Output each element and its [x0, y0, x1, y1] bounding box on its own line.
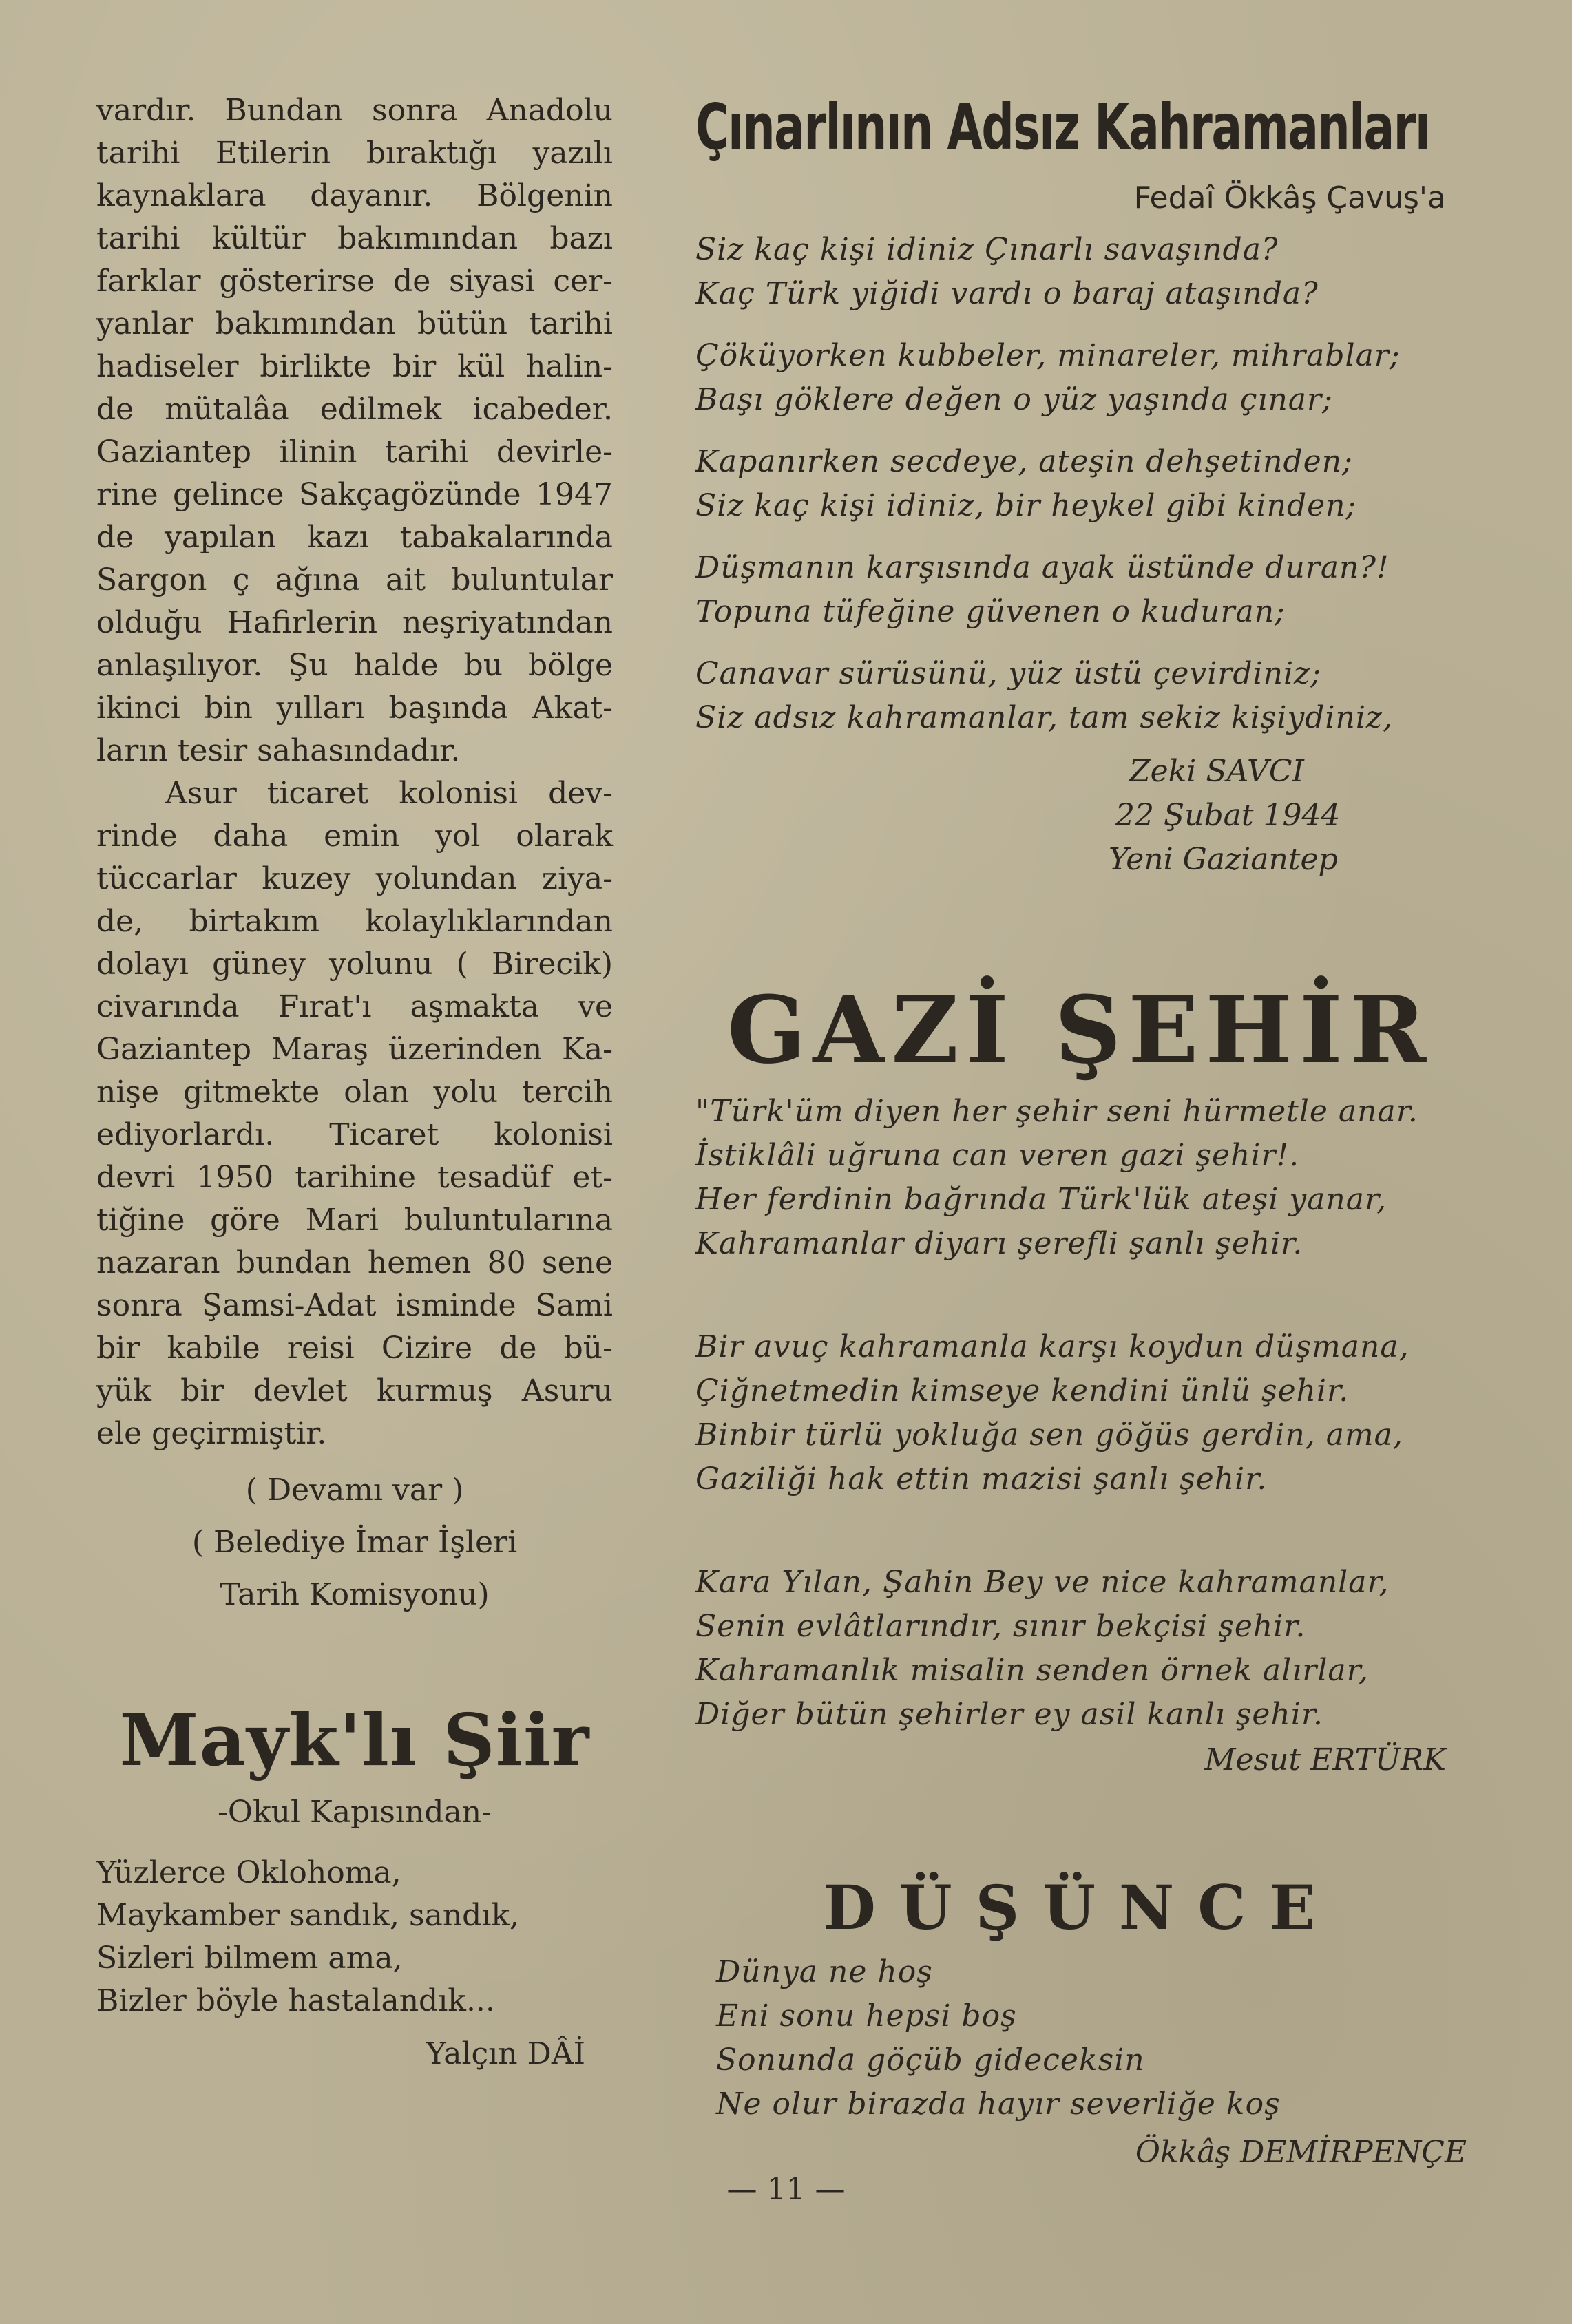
text-line: ele geçirmiştir.: [96, 1416, 327, 1451]
poem-stanza: [695, 334, 1467, 422]
poem-line: Eni sonu hepsi boş: [716, 1998, 1017, 2034]
mayk-poem-section: [96, 1698, 613, 2071]
cinar-author: Zeki SAVCI: [1129, 754, 1304, 789]
poem-line: Canavar sürüsünü, yüz üstü çevirdiniz;: [695, 656, 1322, 691]
text-line: rinde daha emin yol olarak: [96, 818, 613, 854]
poem-line: Gaziliği hak ettin mazisi şanlı şehir.: [695, 1461, 1268, 1497]
poem-line: Başı göklere değen o yüz yaşında çınar;: [695, 382, 1333, 417]
text-line: tarihi kültür bakımından bazı: [96, 221, 613, 256]
dusunce-poem-body: [695, 1950, 1467, 2126]
poem-line: Bizler böyle hastalandık...: [96, 1983, 495, 2018]
cinar-poem-section: [695, 89, 1467, 882]
text-line: yanlar bakımından bütün tarihi: [96, 306, 613, 341]
mayk-poem-subtitle: -Okul Kapısından-: [218, 1795, 492, 1830]
poem-line: Topuna tüfeğine güvenen o kuduran;: [695, 594, 1286, 629]
text-line: anlaşılıyor. Şu halde bu bölge: [96, 648, 613, 683]
mayk-poem-author: Yalçın DÂİ: [426, 2036, 585, 2071]
text-line: olduğu Hafirlerin neşriyatından: [96, 605, 613, 640]
dusunce-poem-title: DÜŞÜNCE: [823, 1872, 1339, 1943]
text-line: ikinci bin yılları başında Akat-: [96, 690, 613, 726]
mayk-poem-lines: [96, 1852, 613, 2022]
poem-stanza: [695, 440, 1467, 528]
text-line: devri 1950 tarihine tesadüf et-: [96, 1160, 613, 1195]
text-line: sonra Şamsi-Adat isminde Sami: [96, 1288, 613, 1323]
poem-line: Sizleri bilmem ama,: [96, 1941, 403, 1976]
page-number: — 11 —: [726, 2172, 846, 2207]
poem-line: Bir avuç kahramanla karşı koydun düşmana,: [695, 1329, 1409, 1364]
poem-line: Kaç Türk yiğidi vardı o baraj ataşında?: [695, 276, 1319, 311]
poem-line: Sonunda göçüb gideceksin: [716, 2042, 1145, 2078]
poem-line: Kara Yılan, Şahin Bey ve nice kahramanlar,: [695, 1565, 1390, 1600]
continued-note: ( Devamı var ): [245, 1472, 464, 1508]
poem-stanza: [695, 228, 1467, 316]
gazi-poem-section: [695, 975, 1467, 1782]
cinar-poem-title: Çınarlının Adsız Kahramanları: [695, 90, 1430, 164]
poem-line: Binbir türlü yokluğa sen göğüs gerdin, ama,: [695, 1417, 1403, 1452]
text-line: vardır. Bundan sonra Anadolu: [96, 93, 613, 128]
poem-line: Senin evlâtlarındır, sınır bekçisi şehir.: [695, 1609, 1306, 1644]
text-line: bir kabile reisi Cizire de bü-: [96, 1331, 613, 1366]
poem-stanza: [695, 652, 1467, 740]
text-line: tarihi Etilerin bıraktığı yazılı: [96, 136, 613, 171]
right-column: [695, 89, 1467, 2175]
poem-line: Maykamber sandık, sandık,: [96, 1898, 520, 1933]
poem-line: Kahramanlar diyarı şerefli şanlı şehir.: [695, 1226, 1303, 1261]
cinar-poem-body: [695, 228, 1467, 740]
poem-line: Siz kaç kişi idiniz, bir heykel gibi kinden;: [695, 488, 1357, 523]
poem-stanza: [695, 1325, 1467, 1501]
text-line: Gaziantep Maraş üzerinden Ka-: [96, 1032, 613, 1067]
poem-line: Kahramanlık misalin senden örnek alırlar,: [695, 1653, 1369, 1688]
text-line: rine gelince Sakçagözünde 1947: [96, 477, 613, 512]
cinar-place: Yeni Gaziantep: [1109, 842, 1338, 877]
history-article: [96, 89, 613, 772]
text-line: kaynaklara dayanır. Bölgenin: [96, 178, 613, 213]
poem-stanza: [695, 1561, 1467, 1737]
poem-line: Diğer bütün şehirler ey asil kanlı şehir.: [695, 1697, 1324, 1732]
text-line: nazaran bundan hemen 80 sene: [96, 1245, 613, 1280]
dusunce-poem-section: [695, 1872, 1467, 2175]
text-line: civarında Fırat'ı aşmakta ve: [96, 989, 613, 1024]
gazi-poem-title: GAZİ ŞEHİR: [727, 975, 1434, 1084]
text-line: de, birtakım kolaylıklarından: [96, 904, 613, 939]
poem-line: Ne olur birazda hayır severliğe koş: [716, 2087, 1281, 2122]
poem-line: "Türk'üm diyen her şehir seni hürmetle anar.: [695, 1094, 1418, 1129]
poem-line: Düşmanın karşısında ayak üstünde duran?!: [695, 550, 1390, 585]
text-line: Sargon ç ağına ait buluntular: [96, 562, 613, 598]
text-line: tüccarlar kuzey yolundan ziya-: [96, 861, 613, 896]
poem-line: Siz kaç kişi idiniz Çınarlı savaşında?: [695, 232, 1279, 267]
text-line: ediyorlardı. Ticaret kolonisi: [96, 1117, 613, 1152]
text-line: yük bir devlet kurmuş Asuru: [96, 1373, 613, 1408]
mayk-poem-title: Mayk'lı Şiir: [119, 1698, 590, 1782]
text-line: Gaziantep ilinin tarihi devirle-: [96, 434, 613, 469]
poem-line: Kapanırken secdeye, ateşin dehşetinden;: [695, 444, 1353, 479]
history-article-paragraph-2: [96, 772, 613, 1455]
poem-line: İstiklâli uğruna can veren gazi şehir!.: [695, 1138, 1300, 1173]
poem-line: Siz adsız kahramanlar, tam sekiz kişiydiniz,: [695, 700, 1394, 735]
cinar-date: 22 Şubat 1944: [1115, 798, 1341, 833]
text-line: hadiseler birlikte bir kül halin-: [96, 349, 613, 384]
text-line: tiğine göre Mari buluntularına: [96, 1203, 613, 1238]
text-line: Asur ticaret kolonisi dev-: [165, 776, 613, 811]
poem-line: Her ferdinin bağrında Türk'lük ateşi yanar,: [695, 1182, 1387, 1217]
cinar-dedication: Fedaî Ökkâş Çavuş'a: [1133, 180, 1446, 215]
dusunce-author: Ökkâş DEMİRPENÇE: [1135, 2135, 1467, 2170]
source-note-line-1: ( Belediye İmar İşleri: [191, 1525, 518, 1560]
source-note-line-2: Tarih Komisyonu): [220, 1577, 490, 1612]
poem-line: Çöküyorken kubbeler, minareler, mihrablar;: [695, 338, 1401, 373]
text-line: ların tesir sahasındadır.: [96, 733, 461, 768]
poem-line: Çiğnetmedin kimseye kendini ünlü şehir.: [695, 1373, 1350, 1408]
text-line: de mütalâa edilmek icabeder.: [96, 392, 613, 427]
left-column: [96, 89, 613, 2071]
cinar-signature: [695, 750, 1467, 882]
text-line: farklar gösterirse de siyasi cer-: [96, 264, 613, 299]
poem-stanza: [695, 1090, 1467, 1266]
text-line: nişe gitmekte olan yolu tercih: [96, 1075, 613, 1110]
gazi-author: Mesut ERTÜRK: [1204, 1742, 1446, 1777]
text-line: de yapılan kazı tabakalarında: [96, 520, 613, 555]
poem-line: Yüzlerce Oklohoma,: [96, 1855, 401, 1890]
text-line: dolayı güney yolunu ( Birecik): [96, 947, 613, 982]
poem-stanza: [695, 546, 1467, 634]
poem-line: Dünya ne hoş: [716, 1954, 933, 1989]
gazi-poem-body: [695, 1090, 1467, 1737]
